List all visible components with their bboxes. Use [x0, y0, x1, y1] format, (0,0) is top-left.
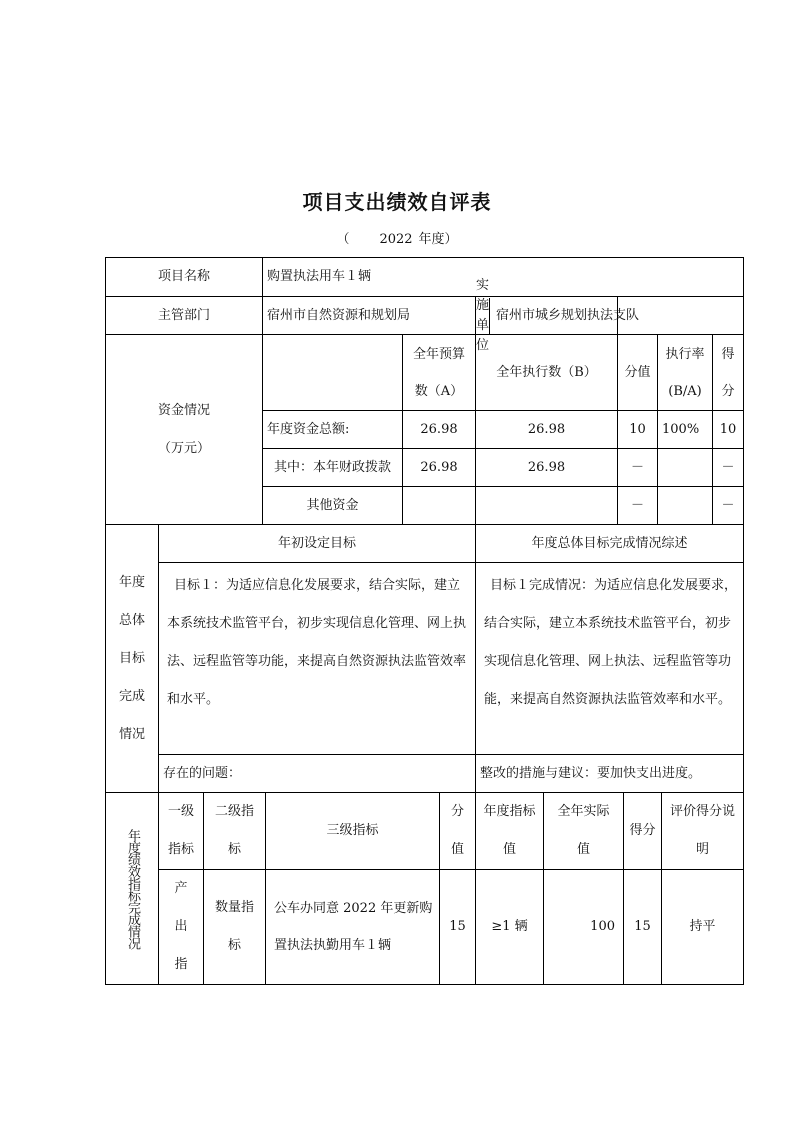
goals-table — [105, 524, 744, 793]
target-header-line2: 值 — [502, 842, 516, 857]
set-goal-text-body: 目标１：为适应信息化发展要求，结合实际，建立本系统技术监管平台，初步实现信息化管理、网上执法、远程监管等功能，来提高自然资源执法监管效率和水平。 — [167, 578, 467, 707]
indicator-row — [106, 870, 744, 985]
funds-table — [105, 257, 744, 525]
actual-header-line1: 全年实际 — [557, 804, 610, 819]
row-target: ≥1 辆 — [476, 870, 544, 985]
funds-row-got: － — [713, 487, 744, 525]
funds-row-score: － — [618, 449, 658, 487]
funds-row-label: 其中：本年财政拨款 — [263, 449, 403, 487]
page-title: 项目支出绩效自评表 — [302, 190, 492, 214]
impl-cell — [476, 277, 640, 353]
impl-unit-label: 实施单位 — [476, 277, 490, 353]
l1-header-line1: 一级 — [167, 804, 194, 819]
funds-row-executed — [476, 487, 618, 525]
row-l2-line1: 数量指 — [214, 900, 254, 915]
funds-label — [106, 335, 263, 525]
comment-header-line2: 明 — [695, 842, 709, 857]
got-header-line2: 分 — [721, 383, 735, 399]
target-header — [476, 793, 544, 870]
got-score-header: 得分 — [624, 793, 662, 870]
score-value-header: 分值 — [618, 335, 658, 411]
row-actual: 100 — [544, 870, 624, 985]
rate-header — [658, 335, 713, 411]
budget-header — [403, 335, 476, 411]
funds-row-budget: 26.98 — [403, 411, 476, 449]
year-line — [0, 228, 794, 247]
row-l3: 公车办同意 2022 年更新购置执法执勤用车１辆 — [266, 870, 440, 985]
funds-row-rate — [658, 449, 713, 487]
goals-side-3: 目标 — [118, 650, 145, 666]
department-value: 宿州市自然资源和规划局 — [263, 297, 476, 335]
row-l1-line2: 出 — [174, 919, 188, 934]
summary-text — [476, 563, 744, 755]
budget-header-line2: 数（A） — [414, 383, 464, 399]
rate-header-line1: 执行率 — [665, 346, 705, 362]
actual-header — [544, 793, 624, 870]
goals-side-5: 情况 — [118, 726, 145, 742]
l1-header-line2: 指标 — [167, 842, 194, 857]
funds-unit: （万元） — [157, 440, 210, 456]
year-suffix: 年度） — [418, 232, 458, 247]
funds-row-executed: 26.98 — [476, 449, 618, 487]
funds-row-score: 10 — [618, 411, 658, 449]
indicators-side-text: 年度绩效指标完成情况 — [125, 828, 140, 949]
score-header-line1: 分 — [450, 804, 464, 819]
summary-header: 年度总体目标完成情况综述 — [476, 525, 744, 563]
funds-row-got: － — [713, 449, 744, 487]
funds-label-text: 资金情况 — [157, 402, 210, 418]
indicators-table — [105, 792, 744, 985]
funds-row-got: 10 — [713, 411, 744, 449]
got-header-line1: 得 — [721, 346, 735, 362]
row-l1-line3: 指 — [174, 957, 188, 972]
budget-header-line1: 全年预算 — [412, 346, 465, 362]
l2-header-line2: 标 — [227, 842, 241, 857]
row-l1 — [159, 870, 204, 985]
funds-row-budget: 26.98 — [403, 449, 476, 487]
goals-side-1: 年度 — [118, 574, 145, 590]
set-goal-header: 年初设定目标 — [159, 525, 476, 563]
l1-header — [159, 793, 204, 870]
funds-row-executed: 26.98 — [476, 411, 618, 449]
summary-text-body: 目标１完成情况：为适应信息化发展要求，结合实际，建立本系统技术监管平台，初步实现信息化管理、网上执法、远程监管等功能，来提高自然资源执法监管效率和水平。 — [484, 578, 738, 707]
row-l1-line1: 产 — [174, 881, 188, 896]
project-name-value: 购置执法用车１辆 — [263, 258, 744, 297]
comment-header-line1: 评价得分说 — [669, 804, 735, 819]
l2-header — [204, 793, 266, 870]
project-name-label: 项目名称 — [106, 258, 263, 297]
goals-side-4: 完成 — [118, 688, 145, 704]
row-comment: 持平 — [662, 870, 744, 985]
year-open-paren: （ — [336, 232, 350, 247]
got-header — [713, 335, 744, 411]
measures-text: 整改的措施与建议：要加快支出进度。 — [476, 755, 744, 793]
score-header-line2: 值 — [450, 842, 464, 857]
funds-row-rate — [658, 487, 713, 525]
target-header-line1: 年度指标 — [483, 804, 536, 819]
row-got: 15 — [624, 870, 662, 985]
funds-row-budget — [403, 487, 476, 525]
row-score: 15 — [440, 870, 476, 985]
set-goal-text — [159, 563, 476, 755]
goals-side-label — [106, 525, 159, 793]
issues-text: 存在的问题： — [159, 755, 476, 793]
actual-header-line2: 值 — [576, 842, 590, 857]
row-l2-line2: 标 — [227, 938, 241, 953]
row-l2 — [204, 870, 266, 985]
score-header — [440, 793, 476, 870]
funds-header-blank — [263, 335, 403, 411]
indicators-side-label — [106, 793, 159, 985]
department-label: 主管部门 — [106, 297, 263, 335]
goals-side-2: 总体 — [118, 612, 145, 628]
funds-row-rate: 100% — [658, 411, 713, 449]
funds-row-label: 年度资金总额: — [263, 411, 403, 449]
funds-row-label: 其他资金 — [263, 487, 403, 525]
year-value: 2022 — [379, 232, 413, 247]
impl-unit-value: 宿州市城乡规划执法支队 — [496, 307, 640, 323]
comment-header — [662, 793, 744, 870]
executed-header: 全年执行数（B） — [476, 335, 618, 411]
rate-header-line2: (B/A) — [668, 383, 702, 399]
l3-header: 三级指标 — [266, 793, 440, 870]
l2-header-line1: 二级指 — [214, 804, 254, 819]
funds-row-score: － — [618, 487, 658, 525]
evaluation-form — [105, 257, 743, 985]
